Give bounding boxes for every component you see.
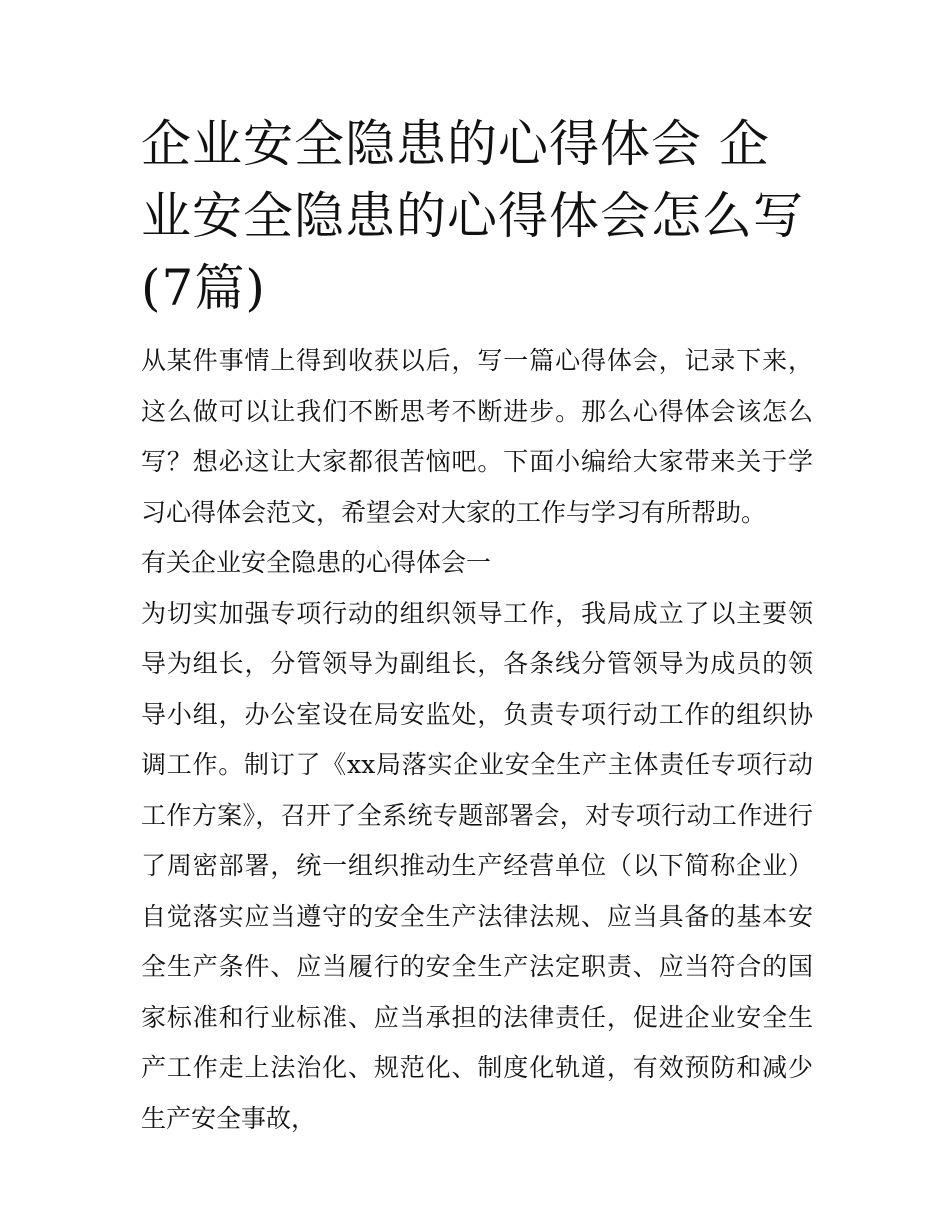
section-heading: 有关企业安全隐患的心得体会一: [141, 548, 492, 577]
document-body: [141, 336, 813, 1144]
intro-paragraph: 从某件事情上得到收获以后，写一篇心得体会，记录下来，这么做可以让我们不断思考不断进步。那么心得体会该怎么写？想必这让大家都很苦恼吧。下面小编给大家带来关于学习心得体会范文，希望会对大家的工作与学习有所帮助。: [141, 346, 813, 527]
document-title: 企业安全隐患的心得体会 企业安全隐患的心得体会怎么写(7篇): [141, 115, 804, 317]
document-page: [141, 108, 813, 1144]
body-paragraph: 为切实加强专项行动的组织领导工作，我局成立了以主要领导为组长，分管领导为副组长，各条线分管领导为成员的领导小组，办公室设在局安监处，负责专项行动工作的组织协调工作。制订了《xx局落实企业安全生产主体责任专项行动工作方案》，召开了全系统专题部署会，对专项行动工作进行了周密部署，统一组织推动生产经营单位（以下简称企业）自觉落实应当遵守的安全生产法律法规、应当具备的基本安全生产条件、应当履行的安全生产法定职责、应当符合的国家标准和行业标准、应当承担的法律责任，促进企业安全生产工作走上法治化、规范化、制度化轨道，有效预防和减少生产安全事故，: [141, 598, 813, 1133]
